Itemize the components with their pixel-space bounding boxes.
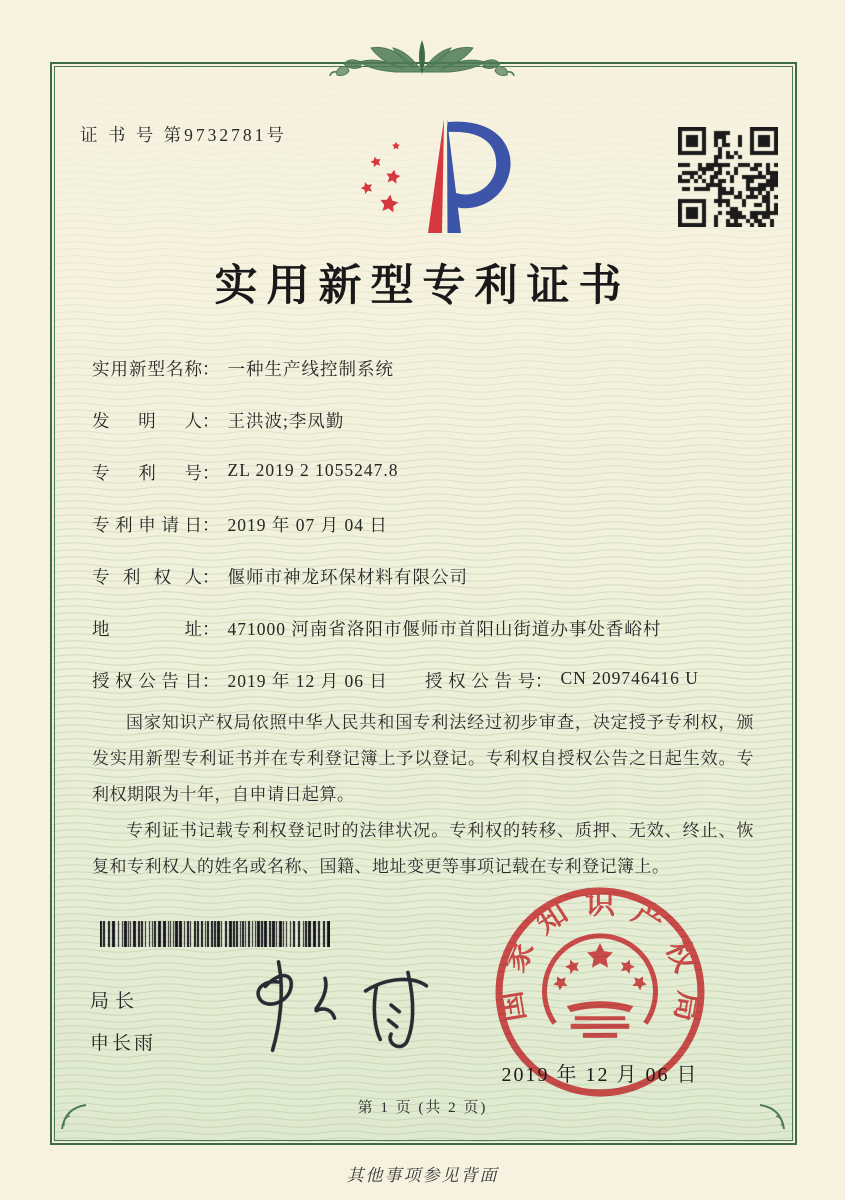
qr-code [678,127,778,227]
field-colon: ： [202,411,220,431]
field-colon: ： [202,619,220,639]
field-value: 2019 年 12 月 06 日 [227,671,388,691]
seal-date: 2019 年 12 月 06 日 [501,1064,699,1086]
field-colon: ： [202,567,220,587]
legal-text [92,705,754,885]
field-value: 王洪波;李凤勤 [227,411,345,431]
barcode [100,921,330,947]
field-label: 实用新型名称 [92,359,202,379]
field-row-name [92,356,762,408]
field-row-inventor [92,408,762,460]
grant-date-group [92,668,388,693]
back-side-note: 其他事项参见背面 [346,1166,499,1185]
field-label: 授权公告日 [92,671,202,691]
director-signature [226,946,445,1061]
field-label: 专利申请日 [92,515,202,535]
field-row-address [92,616,762,668]
field-label: 发明人 [92,411,202,431]
certificate-number: 证 书 号 第9732781号 [80,125,287,145]
field-value: 2019 年 07 月 04 日 [227,515,388,535]
field-colon: ： [202,515,220,535]
field-label: 专利权人 [92,567,202,587]
seal-text: 国家知识产权局 [493,886,707,1025]
grant-number-group [425,668,699,693]
field-value: 偃师市神龙环保材料有限公司 [227,567,468,587]
cnipa-logo-icon [350,116,515,242]
top-crest-ornament [297,36,547,76]
field-colon: ： [202,359,220,379]
field-colon: ： [535,671,553,691]
field-value: 一种生产线控制系统 [227,359,394,379]
field-value: ZL 2019 2 1055247.8 [227,460,399,480]
page-number: 第 1 页 (共 2 页) [357,1100,488,1116]
legal-paragraph-1: 国家知识产权局依照中华人民共和国专利法经过初步审查，决定授予专利权，颁发实用新型专利证书并在专利登记簿上予以登记。专利权自授权公告之日起生效。专利权期限为十年，自申请日起算。 [92,713,754,804]
field-value: 471000 河南省洛阳市偃师市首阳山街道办事处香峪村 [227,619,662,639]
certificate-title: 实用新型专利证书 [214,263,631,310]
field-label: 地址 [92,619,202,639]
field-value: CN 209746416 U [560,668,699,688]
field-colon: ： [202,463,220,483]
director-name: 申长雨 [90,1033,157,1054]
field-list [92,356,762,720]
director-title: 局长 [90,991,141,1012]
field-row-filing-date [92,512,762,564]
field-row-patent-number [92,460,762,512]
national-emblem-icon [544,936,655,1036]
field-label: 授权公告号 [425,671,535,691]
legal-paragraph-2: 专利证书记载专利权登记时的法律状况。专利权的转移、质押、无效、终止、恢复和专利权人的姓名或名称、国籍、地址变更等事项记载在专利登记簿上。 [92,821,754,876]
field-row-patentee [92,564,762,616]
field-label: 专利号 [92,463,202,483]
field-colon: ： [202,671,220,691]
